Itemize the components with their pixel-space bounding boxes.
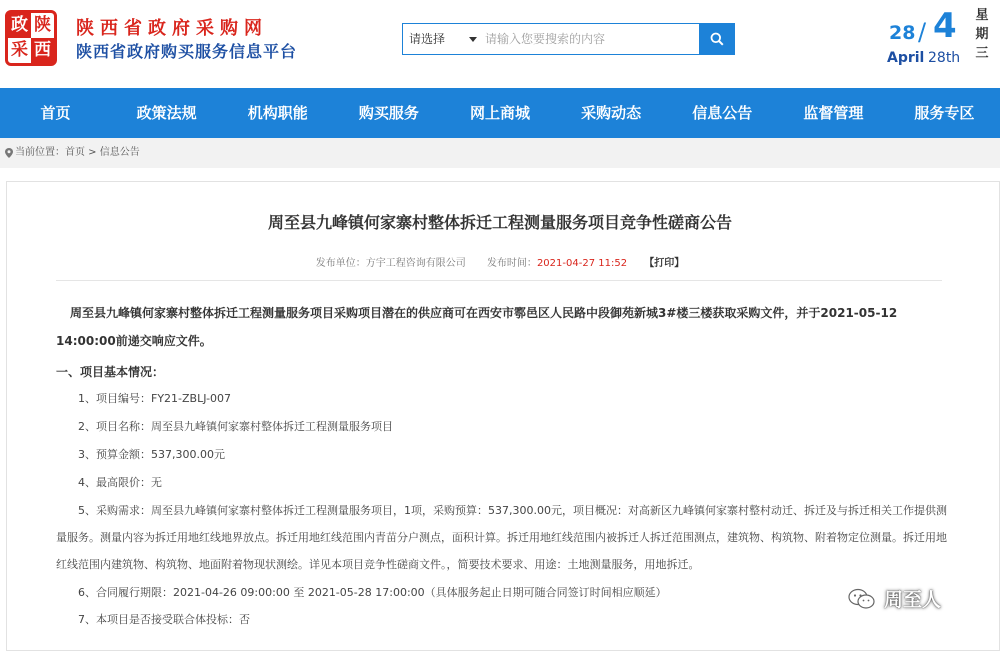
site-title[interactable]: 陕西省政府采购网	[76, 18, 268, 39]
search-bar	[402, 23, 734, 55]
nav-item-announcements[interactable]: 信息公告	[692, 104, 753, 122]
breadcrumb-separator: >	[85, 147, 100, 158]
date-day: 28	[889, 22, 916, 44]
nav-item-policy[interactable]: 政策法规	[136, 104, 197, 122]
nav-item-procurement-news[interactable]: 采购动态	[581, 104, 642, 122]
nav-item-home[interactable]: 首页	[40, 104, 71, 122]
nav-item-agencies[interactable]: 机构职能	[247, 104, 308, 122]
print-button[interactable]: 【打印】	[644, 258, 685, 269]
info-item: 3、预算金额：537,300.00元	[78, 448, 225, 461]
logo-char: 西	[31, 38, 54, 63]
site-logo[interactable]	[5, 10, 57, 66]
logo-char: 政	[8, 13, 31, 38]
search-icon	[710, 32, 724, 46]
breadcrumb	[0, 138, 1000, 168]
article-panel	[6, 181, 1000, 651]
main-nav	[0, 88, 1000, 138]
nav-item-supervision[interactable]: 监督管理	[803, 104, 864, 122]
search-category-select[interactable]	[403, 24, 481, 54]
breadcrumb-label: 当前位置：	[15, 147, 65, 158]
date-month: 4	[933, 6, 957, 46]
article-title: 周至县九峰镇何家寨村整体拆迁工程测量服务项目竞争性磋商公告	[267, 213, 732, 232]
info-item: 1、项目编号：FY21-ZBLJ-007	[78, 392, 232, 405]
publish-time-label: 发布时间：	[486, 258, 537, 269]
date-separator: /	[918, 18, 927, 46]
nav-item-service-zone[interactable]: 服务专区	[914, 104, 975, 122]
date-month-name: April	[887, 50, 925, 66]
site-header	[0, 0, 1000, 88]
publish-time: 2021-04-27 11:52	[536, 258, 628, 269]
info-item: 4、最高限价：无	[78, 476, 162, 489]
article-meta	[0, 254, 1000, 269]
date-weekday: 星期三	[975, 8, 989, 61]
chevron-down-icon	[469, 37, 477, 42]
logo-char: 采	[11, 40, 28, 60]
search-button[interactable]	[699, 23, 735, 55]
site-subtitle: 陕西省政府购买服务信息平台	[76, 42, 298, 61]
procurement-requirement: 5、采购需求：周至县九峰镇何家寨村整体拆迁工程测量服务项目，1项，采购预算：537,300.00元，项目概况：对高新区九峰镇何家寨村整村动迁、拆迁及与拆迁相关工作提供测量服务。测量内容为拆迁用地红线地界放点。拆迁用地红线范围内青苗分户测点，面积计算。拆迁用地红线范围内被拆迁人拆迁范围测点，建筑物、构筑物、附着物定位测量。拆迁用地红线范围内建筑物、构筑物、地面附着物现状测绘。详见本项目竞争性磋商文件。，简要技术要求、用途：土地测量服务，用地拆迁。	[56, 504, 947, 571]
location-pin-icon	[5, 148, 13, 158]
watermark	[848, 585, 941, 612]
nav-item-online-mall[interactable]: 网上商城	[469, 104, 530, 122]
section-title: 一、项目基本情况：	[56, 365, 165, 379]
wechat-icon	[848, 588, 876, 610]
info-item: 7、本项目是否接受联合体投标：否	[78, 613, 250, 626]
publisher-name: 方宇工程咨询有限公司	[365, 258, 466, 269]
nav-item-purchase-services[interactable]: 购买服务	[358, 104, 419, 122]
publisher-label: 发布单位：	[315, 258, 366, 269]
article-intro: 周至县九峰镇何家寨村整体拆迁工程测量服务项目采购项目潜在的供应商可在西安市鄠邑区人民路中段御苑新城3#楼三楼获取采购文件，并于2021-05-12 14:00:00前递交响应文件。	[56, 306, 898, 348]
search-input[interactable]	[485, 24, 697, 54]
meta-divider	[56, 280, 942, 281]
info-item: 2、项目名称：周至县九峰镇何家寨村整体拆迁工程测量服务项目	[78, 420, 393, 433]
breadcrumb-current[interactable]: 信息公告	[99, 147, 140, 158]
breadcrumb-home[interactable]: 首页	[65, 147, 85, 158]
watermark-text: 周至人	[884, 589, 942, 611]
logo-char: 陕	[34, 15, 51, 35]
date-ordinal: 28th	[928, 50, 961, 66]
info-item: 6、合同履行期限：2021-04-26 09:00:00 至 2021-05-28 17:00:00（具体服务起止日期可随合同签订时间相应顺延）	[78, 586, 667, 599]
search-category-label: 请选择	[409, 32, 446, 46]
